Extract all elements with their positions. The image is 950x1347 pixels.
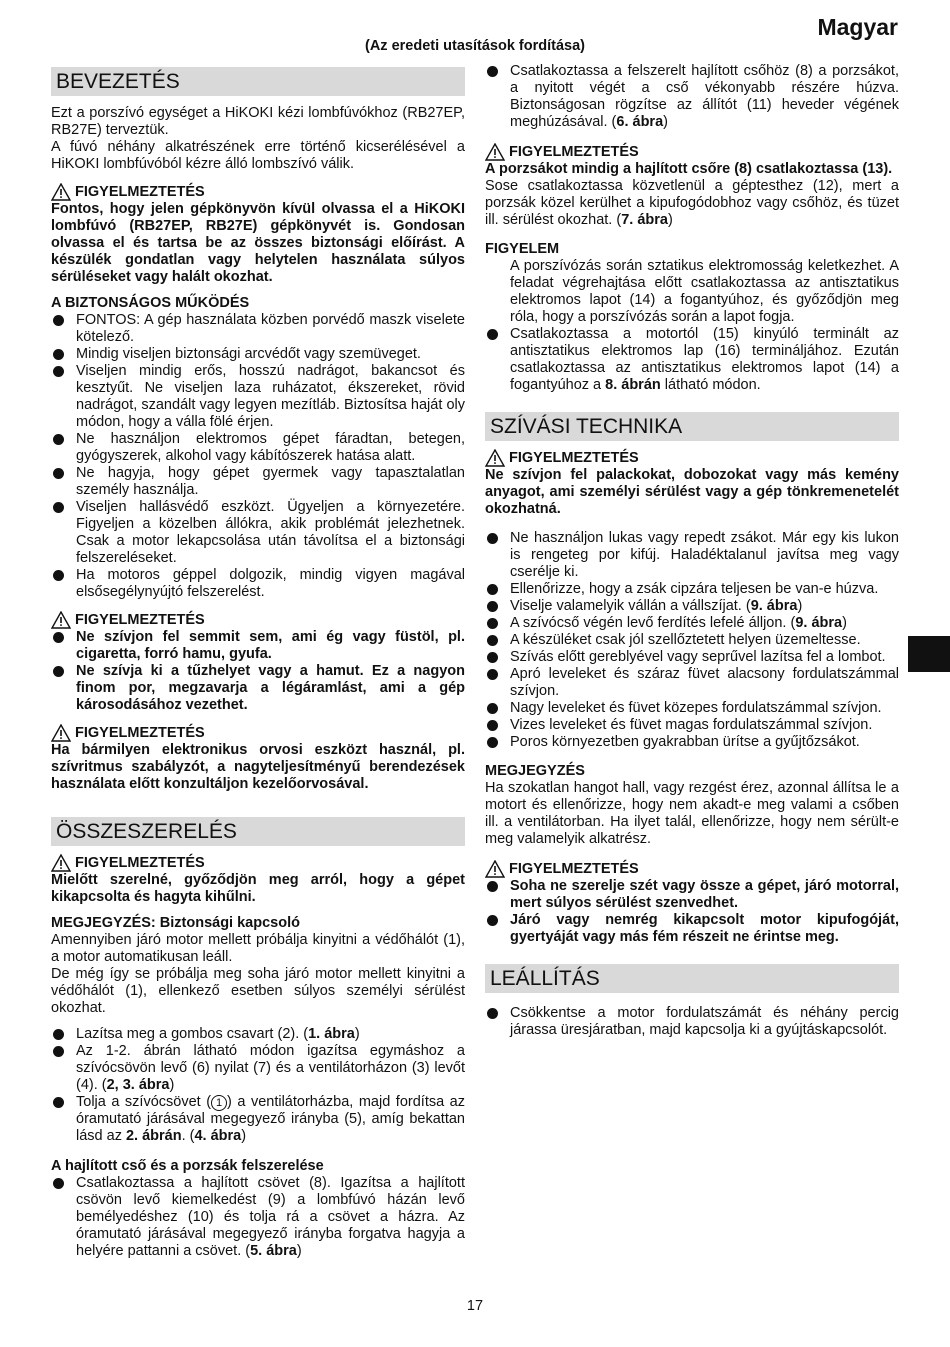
warning-list	[485, 878, 899, 946]
section-title-technique: SZÍVÁSI TECHNIKA	[485, 412, 899, 441]
section-title-stop: LEÁLLÍTÁS	[485, 964, 899, 993]
warning-label: FIGYELMEZTETÉS	[75, 611, 205, 628]
warning-label: FIGYELMEZTETÉS	[75, 183, 205, 200]
document-subtitle: (Az eredeti utasítások fordítása)	[365, 38, 585, 54]
warning-label: FIGYELMEZTETÉS	[509, 449, 639, 466]
list-item: Viseljen hallásvédő eszközt. Ügyeljen a környezetére. Figyeljen a közelben állókra, akik problémát jelezhetnek. Csak a motor lekapcsolása után távolítsa el a biztonsági felszereléseket.	[51, 499, 465, 567]
list-item: Tolja a szívócsövet ( 1 ) a ventilátorházba, majd fordítsa az óramutató járásával megegyező irányba (5), amíg bekattan lásd az 2. ábrán. (4. ábra)	[51, 1094, 465, 1145]
caution-steps	[485, 326, 899, 394]
caution-text: A porszívózás során sztatikus elektromosság keletkezhet. A feladat végrehajtása előtt csatlakoztassa az antisztatikus elektromos lapot (14) a fogantyúhoz, és győződjön meg róla, hogy a porszívózás során a lapot fogja.	[510, 258, 899, 325]
list-item: Csatlakoztassa a hajlított csövet (8). Igazítsa a hajlított csövön levő kiemelkedést (9) a lombfúvó házán levő bemélyedéshez (10) és tolja rá a csövet a házra. Az óramutató járásával megegyező irányba forgatva hagyja a helyére pattanni a csövet. (5. ábra)	[51, 1175, 465, 1260]
list-item: Nagy leveleket és füvet közepes fordulatszámmal szívjon.	[485, 700, 899, 717]
assembly-steps	[51, 1026, 465, 1145]
list-item: Ne szívjon fel semmit sem, ami ég vagy füstöl, pl. cigaretta, forró hamu, gyufa.	[51, 629, 465, 663]
warning-text: Mielőtt szerelné, győződjön meg arról, hogy a gépet kikapcsolta és hagyta kihűlni.	[51, 872, 465, 905]
pipe-steps	[51, 1175, 465, 1260]
bag-steps	[485, 63, 899, 131]
warning-heading	[51, 183, 465, 201]
warning-text: Ha bármilyen elektronikus orvosi eszközt használ, pl. szívritmus szabályzót, a nagyteljesítményű berendezések használata előtt konzultáljon kezelőorvosával.	[51, 742, 465, 792]
note-heading: MEGJEGYZÉS	[485, 763, 585, 779]
circled-number: 1	[211, 1095, 227, 1111]
list-item: Ne használjon elektromos gépet fáradtan, betegen, gyógyszerek, alkohol vagy kábítószerek hatása alatt.	[51, 431, 465, 465]
list-item: A szívócső végén levő ferdítés lefelé álljon. (9. ábra)	[485, 615, 899, 632]
list-item: Járó vagy nemrég kikapcsolt motor kipufogóját, gyertyáját vagy más fém részeit ne érintse meg.	[485, 912, 899, 946]
list-item: Ne hagyja, hogy gépet gyermek vagy tapasztalatlan személy használja.	[51, 465, 465, 499]
intro-paragraph-2: A fúvó néhány alkatrészének erre történő kicserélésével a HiKOKI lombfúvóból kézre álló lombszívó válik.	[51, 139, 465, 172]
warning-label: FIGYELMEZTETÉS	[509, 860, 639, 877]
list-item: A készüléket csak jól szellőztetett helyen üzemeltesse.	[485, 632, 899, 649]
stop-steps	[485, 1005, 899, 1039]
list-item: Csatlakoztassa a felszerelt hajlított csőhöz (8) a porzsákot, a nyitott végét a cső vékonyabb részére húzva. Biztonságosan rögzítse az állítót (11) heveder végének meghúzásával. (6. ábra)	[485, 63, 899, 131]
warning-triangle-icon	[485, 449, 505, 467]
warning-heading	[485, 860, 899, 878]
list-item: Apró leveleket és száraz füvet alacsony fordulatszámmal szívjon.	[485, 666, 899, 700]
section-title-intro: BEVEZETÉS	[51, 67, 465, 96]
list-item: Lazítsa meg a gombos csavart (2). (1. ábra)	[51, 1026, 465, 1043]
right-column	[485, 63, 899, 1039]
section-title-assembly: ÖSSZESZERELÉS	[51, 817, 465, 846]
list-item: Viselje valamelyik vállán a vállszíjat. (9. ábra)	[485, 598, 899, 615]
list-item: Soha ne szerelje szét vagy össze a gépet, járó motorral, mert súlyos sérülést szenvedhet.	[485, 878, 899, 912]
safety-list	[51, 312, 465, 601]
warning-triangle-icon	[485, 860, 505, 878]
warning-triangle-icon	[51, 854, 71, 872]
safe-operation-heading: A BIZTONSÁGOS MŰKÖDÉS	[51, 295, 250, 311]
warning-heading	[51, 854, 465, 872]
list-item: Ne szívja ki a tűzhelyet vagy a hamut. Ez a nagyon finom por, megzavarja a légáramlást, ami a gép károsodásához vezethet.	[51, 663, 465, 714]
warning-heading	[51, 611, 465, 629]
warning-triangle-icon	[51, 183, 71, 201]
intro-paragraph-1: Ezt a porszívó egységet a HiKOKI kézi lombfúvókhoz (RB27EP, RB27E) terveztük.	[51, 105, 465, 138]
warning-triangle-icon	[485, 143, 505, 161]
note-paragraph-1: Amennyiben járó motor mellett próbálja kinyitni a védőhálót (1), a motor automatikusan leáll.	[51, 932, 465, 965]
list-item: Ha motoros géppel dolgozik, mindig vigyen magával elsősegélynyújtó felszerelést.	[51, 567, 465, 601]
warning-list	[51, 629, 465, 714]
warning-label: FIGYELMEZTETÉS	[509, 143, 639, 160]
list-item: Viseljen mindig erős, hosszú nadrágot, bakancsot és kesztyűt. Ne viseljen laza ruházatot, ékszereket, rövid nadrágot, szandált vagy legyen mezítláb. Biztosítsa haját oly módon, hogy a válla fölé érjen.	[51, 363, 465, 431]
warning-heading	[51, 724, 465, 742]
list-item: Csatlakoztassa a motortól (15) kinyúló terminált az antisztatikus elektromos lap (16) termináljához. Ezután csatlakoztassa az antisztatikus elektromos lapot (14) a fogantyúhoz a 8. ábrán látható módon.	[485, 326, 899, 394]
warning-text: Ne szívjon fel palackokat, dobozokat vagy más kemény anyagot, ami személyi sérülést vagy a gép tönkremenetelét okozhatná.	[485, 467, 899, 517]
list-item: Vizes leveleket és füvet magas fordulatszámmal szívjon.	[485, 717, 899, 734]
list-item: FONTOS: A gép használata közben porvédő maszk viselete kötelező.	[51, 312, 465, 346]
warning-heading	[485, 143, 899, 161]
note-paragraph-2: De még így se próbálja meg soha járó motor mellett kinyitni a védőhálót (1), ellenkező esetben súlyos személyi sérülést okozhat.	[51, 966, 465, 1016]
language-label: Magyar	[817, 14, 898, 40]
warning-triangle-icon	[51, 611, 71, 629]
technique-list	[485, 530, 899, 751]
caution-heading: FIGYELEM	[485, 241, 560, 257]
warning-triangle-icon	[51, 724, 71, 742]
list-item: Az 1-2. ábrán látható módon igazítsa egymáshoz a szívócsövön levő (6) nyilat (7) és a ventilátorházon (3) levőt (4). (2, 3. ábra)	[51, 1043, 465, 1094]
list-item: Csökkentse a motor fordulatszámát és néhány percig járassa üresjáratban, majd kapcsolja ki a gyújtáskapcsolót.	[485, 1005, 899, 1039]
warning-text: Fontos, hogy jelen gépkönyvön kívül olvassa el a HiKOKI lombfúvó (RB27EP, RB27E) gépkönyvét is. Gondosan olvassa el és tartsa be az összes biztonsági előírást. A készülék gondatlan vagy helytelen használata súlyos sérüléseket vagy halált okozhat.	[51, 201, 465, 285]
list-item: Ellenőrizze, hogy a zsák cipzára teljesen be van-e húzva.	[485, 581, 899, 598]
warning-text: A porzsákot mindig a hajlított csőre (8) csatlakoztassa (13).	[485, 161, 893, 177]
warning-label: FIGYELMEZTETÉS	[75, 854, 205, 871]
list-item: Mindig viseljen biztonsági arcvédőt vagy szemüveget.	[51, 346, 465, 363]
pipe-heading: A hajlított cső és a porzsák felszerelése	[51, 1158, 324, 1174]
language-tab-marker	[908, 636, 950, 672]
list-item: Ne használjon lukas vagy repedt zsákot. Már egy kis lukon is rengeteg por kifúj. Haladéktalanul javítsa meg vagy cserélje ki.	[485, 530, 899, 581]
warning-label: FIGYELMEZTETÉS	[75, 724, 205, 741]
note-heading: MEGJEGYZÉS: Biztonsági kapcsoló	[51, 915, 300, 931]
warning-paragraph: Sose csatlakoztassa közvetlenül a géptesthez (12), mert a porzsák közel kerülhet a kipufogódobhoz vagy csőhöz, és tüzet ill. sérülést okozhat. (7. ábra)	[485, 178, 899, 228]
list-item: Poros környezetben gyakrabban ürítse a gyűjtőzsákot.	[485, 734, 899, 751]
note-text: Ha szokatlan hangot hall, vagy rezgést érez, azonnal állítsa le a motort és ellenőrizze, hogy nem akadt-e meg valami a csőben ill. a ventilátorban. Ha ilyet talál, ellenőrizze, hogy nem sérült-e meg valamelyik alkatrész.	[485, 780, 899, 847]
left-column	[51, 63, 465, 1260]
list-item: Szívás előtt gereblyével vagy seprűvel lazítsa fel a lombot.	[485, 649, 899, 666]
warning-heading	[485, 449, 899, 467]
page-number: 17	[466, 1298, 484, 1314]
